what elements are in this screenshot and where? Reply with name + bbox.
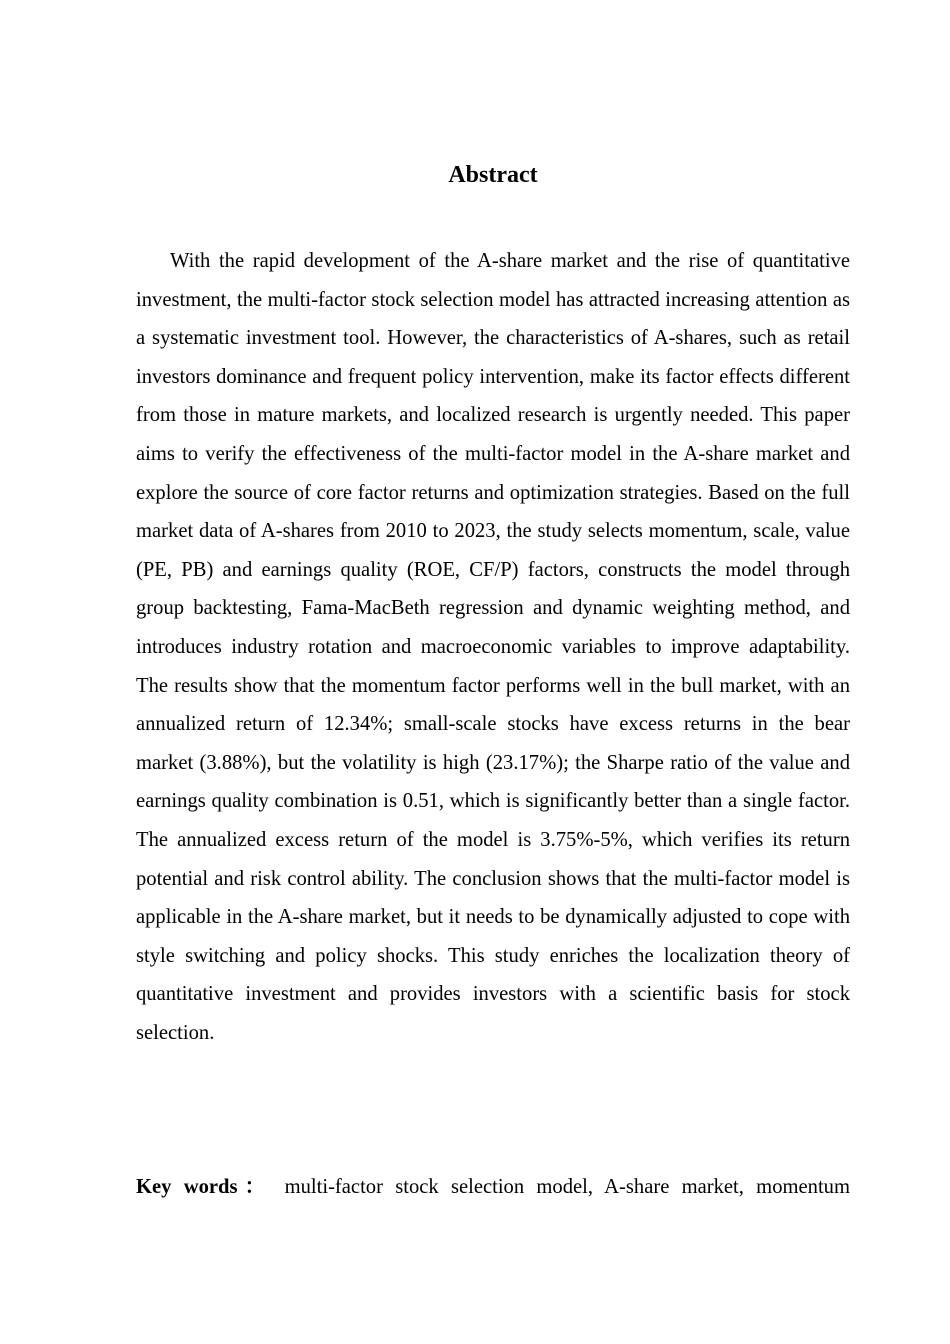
keywords-label: Key words：: [136, 1176, 273, 1198]
abstract-title: Abstract: [448, 162, 538, 188]
keywords-text: multi-factor stock selection model, A-share market, momentum: [272, 1176, 850, 1198]
abstract-body: With the rapid development of the A-share market and the rise of quantitative investment, the multi-factor stock selection model has attracted increasing attention as a systematic investment tool. However, the characteristics of A-shares, such as retail investors dominance and frequent policy intervention, make its factor effects different from those in mature markets, and localized research is urgently needed. This paper aims to verify the effectiveness of the multi-factor model in the A-share market and explore the source of core factor returns and optimization strategies. Based on the full market data of A-shares from 2010 to 2023, the study selects momentum, scale, value (PE, PB) and earnings quality (ROE, CF/P) factors, constructs the model through group backtesting, Fama-MacBeth regression and dynamic weighting method, and introduces industry rotation and macroeconomic variables to improve adaptability. The results show that the momentum factor performs well in the bull market, with an annualized return of 12.34%; small-scale stocks have excess returns in the bear market (3.88%), but the volatility is high (23.17%); the Sharpe ratio of the value and earnings quality combination is 0.51, which is significantly better than a single factor. The annualized excess return of the model is 3.75%-5%, which verifies its return potential and risk control ability. The conclusion shows that the multi-factor model is applicable in the A-share market, but it needs to be dynamically adjusted to cope with style switching and policy shocks. This study enriches the localization theory of quantitative investment and provides investors with a scientific basis for stock selection.: [136, 250, 850, 1044]
keywords-line: [136, 1168, 850, 1207]
